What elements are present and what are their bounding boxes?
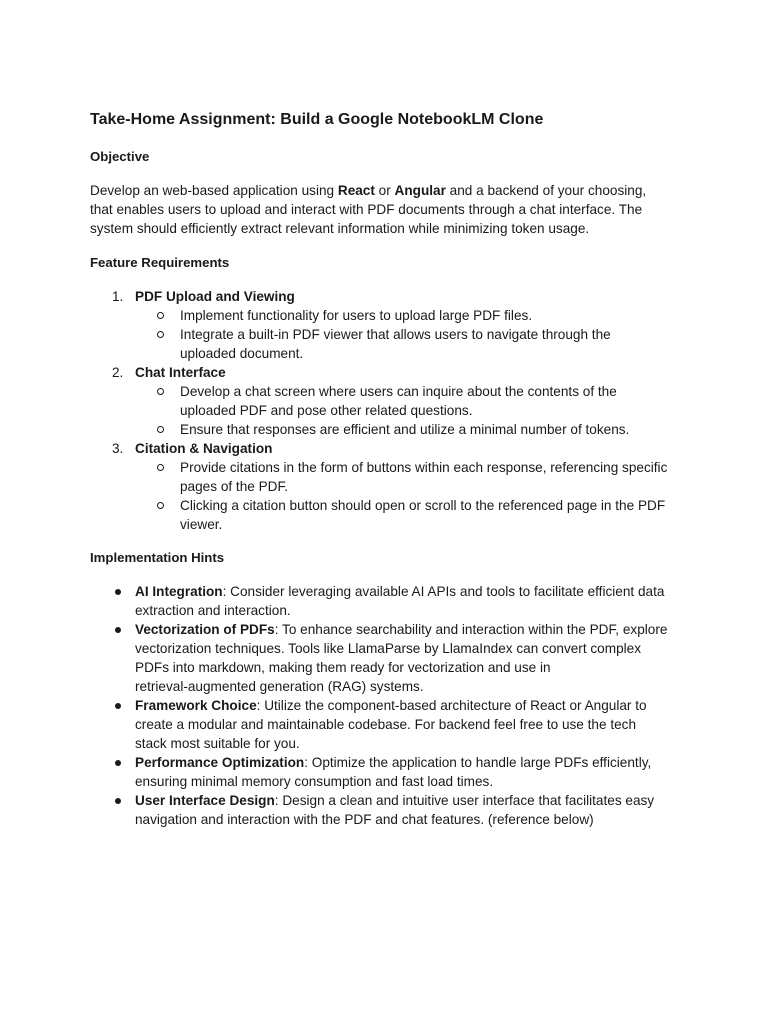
hint-text: : To enhance searchability and interaction within the PDF, explore [274,622,668,637]
hint-line: PDFs into markdown, making them ready for vectorization and use in [135,660,551,675]
feature-sub-item [135,458,690,496]
feature-sub-item [135,306,690,325]
feature-sub-item [135,496,690,534]
sub-item-line: Clicking a citation button should open or scroll to the referenced page in the PDF [180,498,666,513]
hint-item [90,753,710,791]
hint-term: User Interface Design [135,793,275,808]
sub-item-line: uploaded document. [180,346,304,361]
hints-list [90,582,710,829]
bullet-icon [115,703,121,709]
hint-line: stack most suitable for you. [135,736,300,751]
hollow-bullet-icon [157,331,164,338]
objective-text: or [374,183,395,198]
angular-term: Angular [394,183,446,198]
hint-term: Framework Choice [135,698,257,713]
hollow-bullet-icon [157,426,164,433]
hint-line: create a modular and maintainable codebase. For backend feel free to use the tech [135,717,637,732]
hint-line [135,753,710,772]
hollow-bullet-icon [157,502,164,509]
hollow-bullet-icon [157,312,164,319]
hint-item [90,696,710,753]
feature-sub-list [135,458,690,534]
hint-item [90,620,710,696]
feature-list [90,287,690,534]
objective-paragraph [90,181,690,238]
hint-line [135,582,710,601]
feature-title: PDF Upload and Viewing [135,289,295,304]
feature-item [90,439,690,534]
hint-line: navigation and interaction with the PDF and chat features. (reference below) [135,812,594,827]
hollow-bullet-icon [157,388,164,395]
feature-sub-item [135,325,690,363]
feature-title: Chat Interface [135,365,226,380]
sub-item-line: Provide citations in the form of buttons within each response, referencing specific [180,460,668,475]
hint-item [90,582,710,620]
bullet-icon [115,760,121,766]
hint-line: vectorization techniques. Tools like LlamaParse by LlamaIndex can convert complex [135,641,642,656]
feature-item [90,287,690,363]
hint-line: ensuring minimal memory consumption and fast load times. [135,774,494,789]
objective-line-2: that enables users to upload and interact with PDF documents through a chat interface. The [90,202,643,217]
sub-item-line: Integrate a built-in PDF viewer that allows users to navigate through the [180,327,611,342]
hint-text: : Utilize the component-based architecture of React or Angular to [256,698,647,713]
feature-requirements-heading: Feature Requirements [90,255,230,270]
hint-line [135,791,710,810]
hint-line [135,620,710,639]
feature-sub-item [135,420,690,439]
hint-line: retrieval-augmented generation (RAG) systems. [135,679,424,694]
feature-number: 1. [112,289,124,304]
objective-line-3: system should efficiently extract relevant information while minimizing token usage. [90,221,590,236]
feature-number: 2. [112,365,124,380]
objective-heading: Objective [90,149,150,164]
bullet-icon [115,798,121,804]
hint-line [135,696,710,715]
sub-item-line: Ensure that responses are efficient and utilize a minimal number of tokens. [180,422,630,437]
sub-item-line: uploaded PDF and pose other related questions. [180,403,473,418]
objective-text: and a backend of your choosing, [445,183,647,198]
feature-item [90,363,690,439]
hint-text: : Consider leveraging available AI APIs and tools to facilitate efficient data [222,584,665,599]
hint-term: AI Integration [135,584,223,599]
hint-term: Performance Optimization [135,755,305,770]
hint-text: : Optimize the application to handle large PDFs efficiently, [304,755,652,770]
implementation-hints-heading: Implementation Hints [90,550,225,565]
hint-text: : Design a clean and intuitive user interface that facilitates easy [274,793,655,808]
hint-term: Vectorization of PDFs [135,622,275,637]
sub-item-line: viewer. [180,517,223,532]
objective-text: Develop an web-based application using [90,183,338,198]
bullet-icon [115,627,121,633]
sub-item-line: pages of the PDF. [180,479,289,494]
react-term: React [337,183,375,198]
feature-sub-list [135,306,690,363]
feature-title: Citation & Navigation [135,441,273,456]
objective-line-1 [90,181,690,200]
hollow-bullet-icon [157,464,164,471]
feature-number: 3. [112,441,124,456]
feature-sub-item [135,382,690,420]
page-title: Take-Home Assignment: Build a Google NotebookLM Clone [90,111,544,128]
bullet-icon [115,589,121,595]
feature-sub-list [135,382,690,439]
hint-item [90,791,710,829]
hint-line: extraction and interaction. [135,603,291,618]
sub-item-line: Implement functionality for users to upload large PDF files. [180,308,533,323]
sub-item-line: Develop a chat screen where users can inquire about the contents of the [180,384,617,399]
